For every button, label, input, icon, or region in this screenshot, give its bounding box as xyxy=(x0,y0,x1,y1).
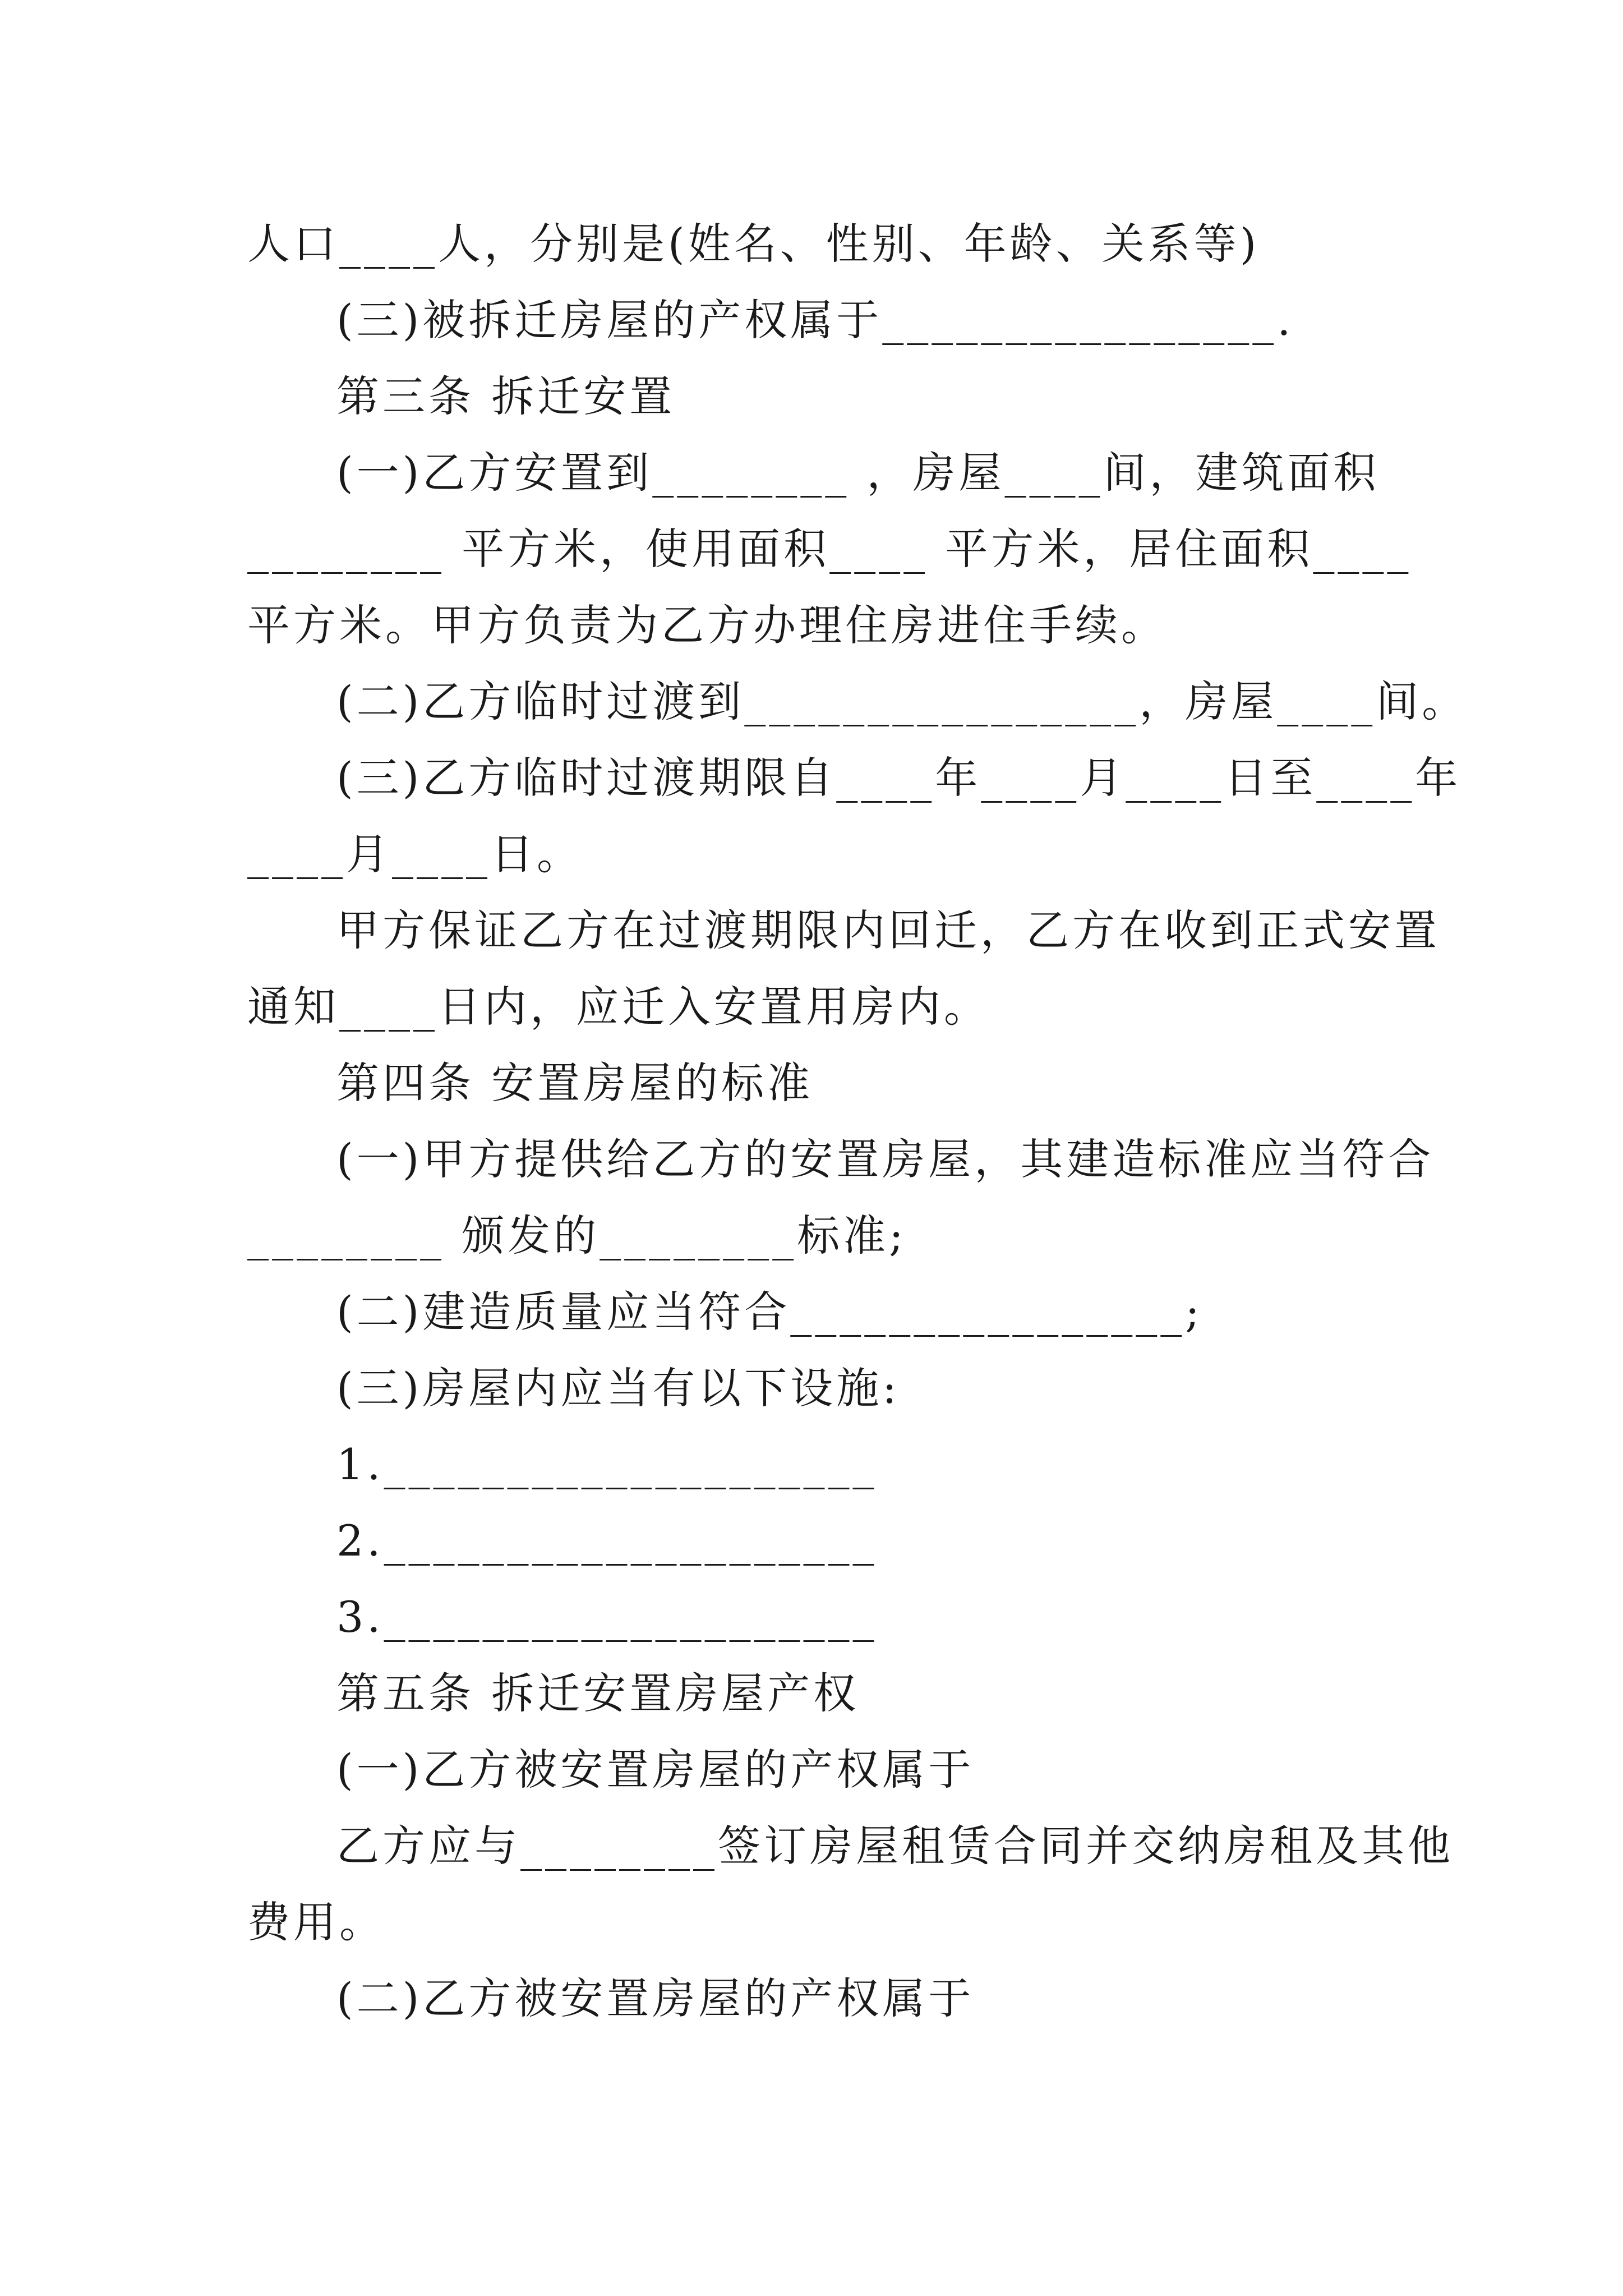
text-line-13: (一)甲方提供给乙方的安置房屋，其建造标准应当符合 xyxy=(336,1134,1435,1184)
text-line-9: ____月____日。 xyxy=(247,829,583,879)
text-line-10: 甲方保证乙方在过渡期限内回迁，乙方在收到正式安置 xyxy=(336,905,1440,955)
list-item-2: 2.____________________ xyxy=(336,1516,878,1566)
section-heading-4: 第四条 安置房屋的标准 xyxy=(336,1058,814,1108)
text-line-22: 乙方应与________签订房屋租赁合同并交纳房租及其他 xyxy=(336,1821,1454,1871)
text-line-1: 人口____人，分别是(姓名、性别、年龄、关系等) xyxy=(247,219,1260,269)
text-line-8: (三)乙方临时过渡期限自____年____月____日至____年 xyxy=(336,753,1461,803)
text-line-16: (三)房屋内应当有以下设施: xyxy=(336,1363,900,1413)
text-line-6: 平方米。甲方负责为乙方办理住房进住手续。 xyxy=(247,600,1167,650)
text-line-23: 费用。 xyxy=(247,1897,385,1947)
text-line-5: ________ 平方米，使用面积____ 平方米，居住面积____ xyxy=(247,524,1412,574)
text-line-11: 通知____日内，应迁入安置用房内。 xyxy=(247,982,990,1032)
section-heading-3: 第三条 拆迁安置 xyxy=(336,371,676,421)
text-line-14: ________ 颁发的________标准; xyxy=(247,1211,907,1260)
text-line-2: (三)被拆迁房屋的产权属于________________. xyxy=(336,295,1294,345)
text-line-24: (二)乙方被安置房屋的产权属于 xyxy=(336,1973,975,2023)
list-item-3: 3.____________________ xyxy=(336,1592,878,1642)
section-heading-5: 第五条 拆迁安置房屋产权 xyxy=(336,1668,860,1718)
text-line-15: (二)建造质量应当符合________________; xyxy=(336,1287,1203,1337)
list-item-1: 1.____________________ xyxy=(336,1439,878,1489)
text-line-4: (一)乙方安置到________ ，房屋____间，建筑面积 xyxy=(336,448,1380,498)
text-line-21: (一)乙方被安置房屋的产权属于 xyxy=(336,1745,975,1795)
text-line-7: (二)乙方临时过渡到________________，房屋____间。 xyxy=(336,677,1468,726)
